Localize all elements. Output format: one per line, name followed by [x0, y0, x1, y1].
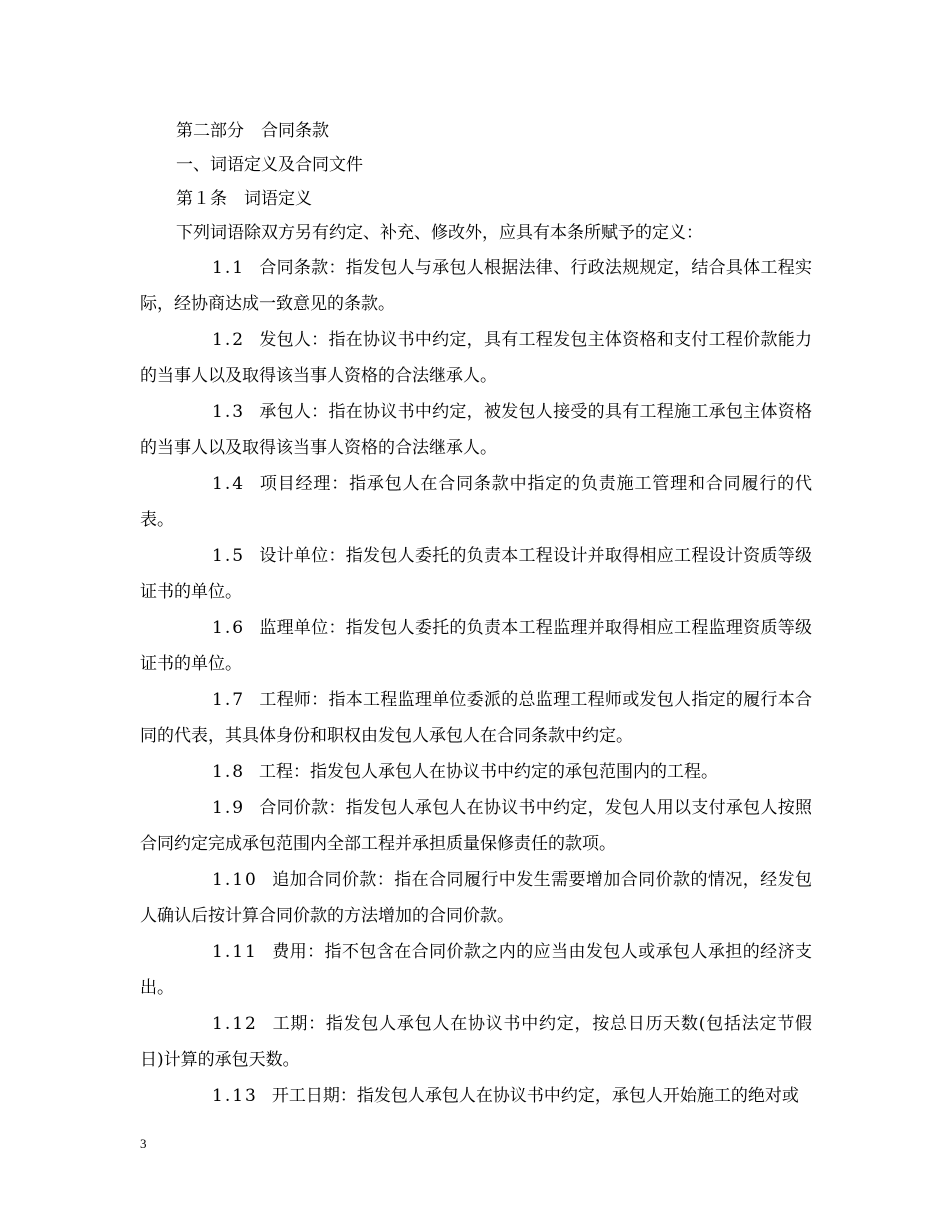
clause-text: 承包人：指在协议书中约定，被发包人接受的具有工程施工承包主体资格的当事人以及取得该当事人资格的合法继承人。 — [140, 402, 812, 458]
clause-text: 工程：指发包人承包人在协议书中约定的承包范围内的工程。 — [259, 762, 719, 782]
clause-paragraph — [140, 1078, 812, 1114]
clause-number: 1.6 — [212, 618, 246, 638]
clause-paragraph — [140, 466, 812, 538]
clause-text: 追加合同价款：指在合同履行中发生需要增加合同价款的情况，经发包人确认后按计算合同价款的方法增加的合同价款。 — [140, 870, 812, 926]
clause-text: 监理单位：指发包人委托的负责本工程监理并取得相应工程监理资质等级证书的单位。 — [140, 618, 812, 674]
article-heading: 第１条 词语定义 — [176, 189, 312, 209]
section-heading: 一、词语定义及合同文件 — [176, 155, 363, 175]
clause-text: 合同条款：指发包人与承包人根据法律、行政法规规定，结合具体工程实际，经协商达成一致意见的条款。 — [140, 258, 812, 314]
intro-paragraph: 下列词语除双方另有约定、补充、修改外，应具有本条所赋予的定义： — [176, 223, 703, 243]
clause-text: 开工日期：指发包人承包人在协议书中约定，承包人开始施工的绝对或 — [271, 1086, 799, 1106]
clause-paragraph — [140, 934, 812, 1006]
clause-number: 1.3 — [212, 402, 246, 422]
clause-number: 1.4 — [212, 474, 246, 494]
clause-number: 1.7 — [212, 690, 246, 710]
clause-paragraph — [140, 538, 812, 610]
clause-number: 1.12 — [212, 1014, 258, 1034]
clause-text: 发包人：指在协议书中约定，具有工程发包主体资格和支付工程价款能力的当事人以及取得该当事人资格的合法继承人。 — [140, 330, 812, 386]
clause-text: 项目经理：指承包人在合同条款中指定的负责施工管理和合同履行的代表。 — [140, 474, 812, 530]
part-heading: 第二部分 合同条款 — [176, 121, 329, 141]
clause-number: 1.11 — [212, 942, 258, 962]
clause-paragraph — [140, 682, 812, 754]
page-number: 3 — [140, 1136, 147, 1151]
clause-paragraph — [140, 754, 812, 790]
clause-number: 1.8 — [212, 762, 246, 782]
clause-paragraph — [140, 862, 812, 934]
clause-number: 1.9 — [212, 798, 246, 818]
clause-paragraph — [140, 1006, 812, 1078]
clause-number: 1.2 — [212, 330, 246, 350]
clause-text: 费用：指不包含在合同价款之内的应当由发包人或承包人承担的经济支出。 — [140, 942, 812, 998]
clause-number: 1.13 — [212, 1086, 258, 1106]
clause-text: 工程师：指本工程监理单位委派的总监理工程师或发包人指定的履行本合同的代表，其具体身份和职权由发包人承包人在合同条款中约定。 — [140, 690, 812, 746]
clause-number: 1.1 — [212, 258, 246, 278]
clause-paragraph — [140, 790, 812, 862]
clause-paragraph — [140, 322, 812, 394]
clause-paragraph — [140, 610, 812, 682]
clause-number: 1.10 — [212, 870, 258, 890]
clause-paragraph — [140, 394, 812, 466]
clause-text: 合同价款：指发包人承包人在协议书中约定，发包人用以支付承包人按照合同约定完成承包范围内全部工程并承担质量保修责任的款项。 — [140, 798, 812, 854]
clause-number: 1.5 — [212, 546, 246, 566]
clause-text: 设计单位：指发包人委托的负责本工程设计并取得相应工程设计资质等级证书的单位。 — [140, 546, 812, 602]
clause-paragraph — [140, 250, 812, 322]
document-body — [140, 114, 812, 1114]
clause-text: 工期：指发包人承包人在协议书中约定，按总日历天数(包括法定节假日)计算的承包天数。 — [140, 1014, 812, 1070]
